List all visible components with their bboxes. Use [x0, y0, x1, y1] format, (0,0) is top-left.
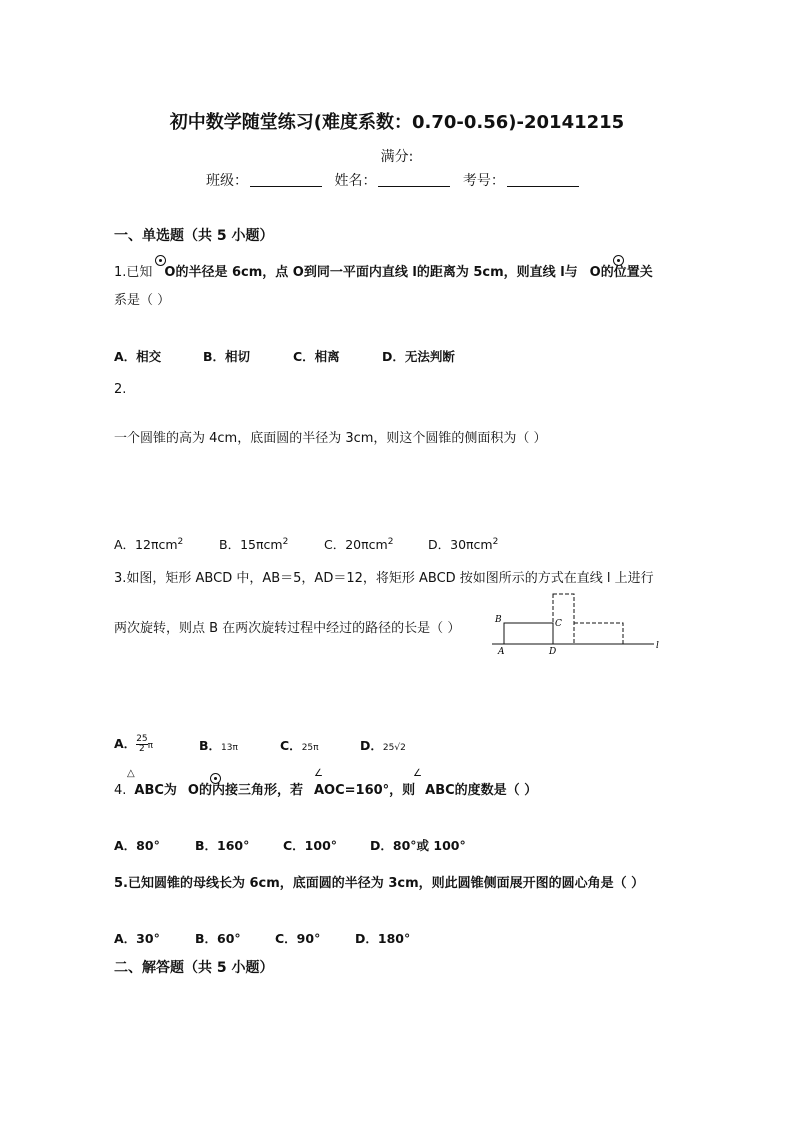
q5-option-d: D．180° — [355, 931, 411, 946]
triangle-icon: △ — [127, 768, 135, 779]
q1-text-part: O的半径是 6cm，点 O到同一平面内直线 l的距离为 5cm，则直线 l与 — [164, 265, 578, 280]
rotation-figure — [488, 588, 668, 656]
q3-option-b — [199, 736, 238, 754]
superscript: 2 — [282, 536, 289, 547]
number-label: 考号： — [462, 173, 505, 189]
q3-option-c-letter: C． — [280, 738, 302, 753]
q4-option-a: A．80° — [114, 838, 160, 853]
q2-option-d-text: D．30πcm — [428, 537, 493, 552]
q3-option-a — [114, 734, 153, 754]
q4-option-b: B．160° — [195, 838, 250, 853]
q4-text-part: O的内接三角形，若 — [187, 783, 303, 798]
superscript: 2 — [177, 536, 184, 547]
q3-option-d-value: 25√2 — [382, 743, 406, 753]
rectangle-rotated-2 — [574, 623, 623, 644]
class-blank — [250, 172, 322, 187]
q1-option-d: D．无法判断 — [382, 349, 455, 364]
question-4-text — [114, 779, 537, 798]
q5-option-a: A．30° — [114, 931, 160, 946]
question-2-text: 一个圆锥的高为 4cm，底面圆的半径为 3cm，则这个圆锥的侧面积为（ ） — [114, 431, 547, 446]
student-info-row — [206, 170, 587, 190]
q1-option-a: A．相交 — [114, 349, 162, 364]
q4-text-part: ABC的度数是（ ） — [425, 783, 538, 798]
q3-option-c-value: 25π — [301, 743, 319, 753]
q4-option-d: D．80°或 100° — [370, 838, 466, 853]
fraction-denominator: 2 — [139, 744, 145, 754]
q1-text-part: 1.已知 — [114, 265, 153, 280]
question-3-line-1: 3.如图，矩形 ABCD 中，AB＝5，AD＝12，将矩形 ABCD 按如图所示的方式在直线 l 上进行 — [114, 571, 654, 586]
q3-option-b-letter: B． — [199, 738, 222, 753]
q2-option-a — [114, 535, 183, 553]
fraction-numerator: 25 — [136, 734, 148, 744]
q1-text-part: O的位置关 — [589, 265, 653, 280]
question-3-line-2: 两次旋转，则点 B 在两次旋转过程中经过的路径的长是（ ） — [114, 621, 461, 636]
angle-icon: ∠ — [413, 768, 422, 779]
q2-option-c — [324, 535, 393, 553]
q1-option-b: B．相切 — [203, 349, 251, 364]
question-1-line-2: 系是（ ） — [114, 293, 171, 308]
q3-option-d-letter: D． — [360, 738, 383, 753]
label-d: D — [549, 647, 557, 656]
q4-text-part: AOC=160°，则 — [313, 783, 416, 798]
page-title: 初中数学随堂练习(难度系数：0.70-0.56)-20141215 — [169, 112, 625, 133]
name-blank — [378, 172, 450, 187]
q5-option-b: B．60° — [195, 931, 241, 946]
label-b: B — [495, 615, 502, 625]
full-score-label: 满分: — [380, 149, 414, 165]
q2-option-b-text: B．15πcm — [219, 537, 283, 552]
angle-icon: ∠ — [314, 768, 323, 779]
question-2-number: 2. — [114, 382, 127, 397]
section-heading-2: 二、解答题（共 5 小题） — [114, 960, 274, 976]
q4-text-part: 4. — [114, 783, 127, 798]
q2-option-b — [219, 535, 288, 553]
q1-option-c: C．相离 — [293, 349, 340, 364]
rectangle-abcd — [504, 623, 553, 644]
q4-option-c: C．100° — [283, 838, 338, 853]
name-label: 姓名： — [334, 173, 377, 189]
label-a: A — [498, 647, 505, 656]
q3-option-a-pi: π — [147, 741, 154, 751]
label-l: l — [656, 641, 659, 651]
question-1-line-1 — [114, 261, 653, 280]
number-blank — [507, 172, 579, 187]
q2-option-c-text: C．20πcm — [324, 537, 388, 552]
fraction — [136, 735, 147, 754]
q2-option-d — [428, 535, 498, 553]
q3-option-d — [360, 736, 406, 754]
question-5-text: 5.已知圆锥的母线长为 6cm，底面圆的半径为 3cm，则此圆锥侧面展开图的圆心角是（ ） — [114, 876, 645, 891]
q3-option-a-letter: A． — [114, 736, 137, 751]
q3-option-b-value: 13π — [221, 743, 238, 753]
q5-option-c: C．90° — [275, 931, 321, 946]
superscript: 2 — [492, 536, 499, 547]
label-c: C — [555, 619, 562, 629]
q3-option-c — [280, 736, 319, 754]
class-label: 班级： — [206, 173, 248, 189]
section-heading-1: 一、单选题（共 5 小题） — [114, 228, 274, 244]
q4-text-part: ABC为 — [134, 783, 177, 798]
superscript: 2 — [387, 536, 394, 547]
q2-option-a-text: A．12πcm — [114, 537, 178, 552]
